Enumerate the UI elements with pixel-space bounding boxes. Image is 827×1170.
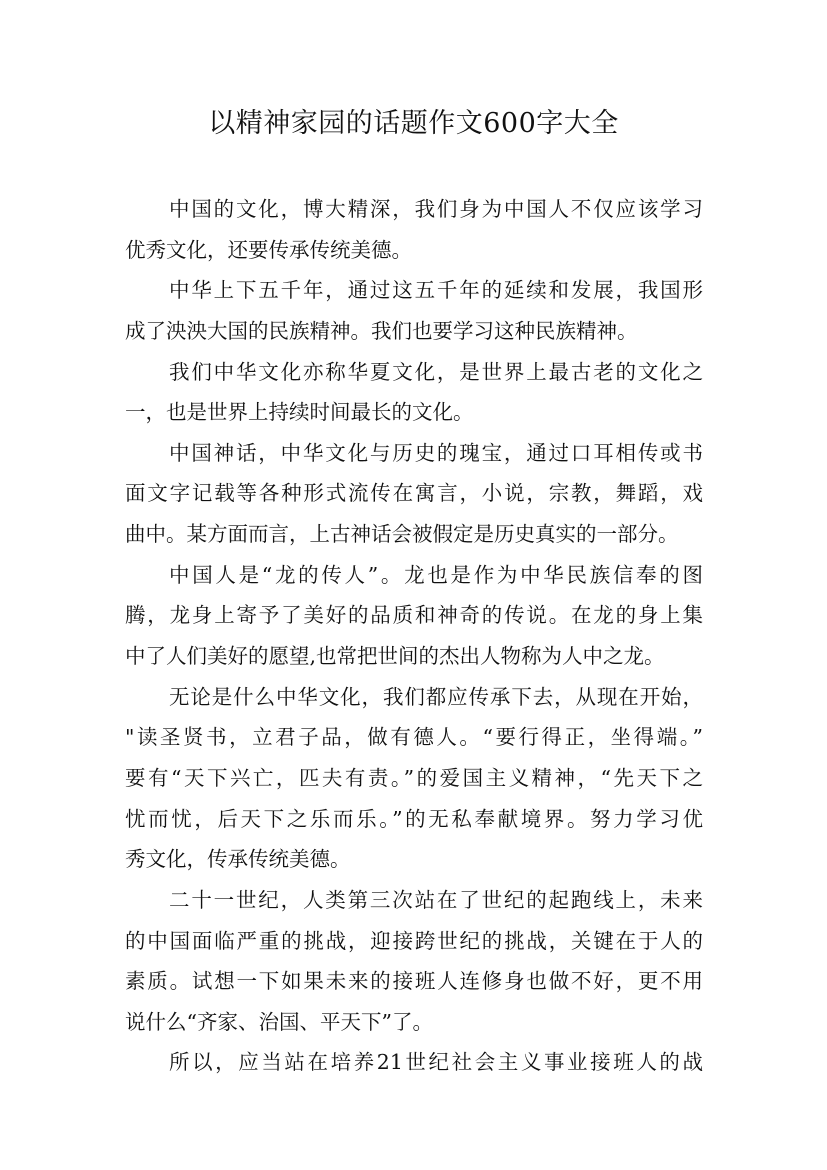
document-body bbox=[125, 189, 703, 1083]
paragraph-line: 说什么“齐家、治国、平天下”了。 bbox=[125, 1009, 433, 1034]
paragraph-first-line: 二十一世纪，人类第三次站在了世纪的起跑线上，未来 bbox=[169, 887, 703, 912]
paragraph-first-line: 中华上下五千年，通过这五千年的延续和发展，我国形 bbox=[169, 278, 703, 303]
paragraph-first-line: 中国人是“龙的传人”。龙也是作为中华民族信奉的图 bbox=[169, 562, 703, 587]
paragraph-line: 成了泱泱大国的民族精神。我们也要学习这种民族精神。 bbox=[125, 318, 638, 343]
paragraph-line: 的中国面临严重的挑战，迎接跨世纪的挑战，关键在于人的 bbox=[125, 928, 703, 953]
paragraph-first-line: 中国神话，中华文化与历史的瑰宝，通过口耳相传或书 bbox=[169, 440, 703, 465]
document-title: 以精神家园的话题作文600字大全 bbox=[208, 108, 619, 139]
paragraph-line: 素质。试想一下如果未来的接班人连修身也做不好，更不用 bbox=[125, 969, 703, 994]
paragraph-line: 秀文化，传承传统美德。 bbox=[125, 847, 351, 872]
paragraph-line: 忧而忧，后天下之乐而乐。”的无私奉献境界。努力学习优 bbox=[125, 806, 703, 831]
paragraph-first-line: 无论是什么中华文化，我们都应传承下去，从现在开始， bbox=[169, 684, 703, 709]
paragraph-line: 优秀文化，还要传承传统美德。 bbox=[125, 237, 412, 262]
paragraph-line: 腾，龙身上寄予了美好的品质和神奇的传说。在龙的身上集 bbox=[125, 603, 703, 628]
paragraph-first-line: 所以，应当站在培养21世纪社会主义事业接班人的战 bbox=[169, 1050, 703, 1075]
paragraph-line: 要有“天下兴亡，匹夫有责。”的爱国主义精神，“先天下之 bbox=[125, 765, 703, 790]
paragraph-line: "读圣贤书，立君子品，做有德人。“要行得正，坐得端。” bbox=[125, 725, 703, 750]
paragraph-first-line: 中国的文化，博大精深，我们身为中国人不仅应该学习 bbox=[169, 197, 703, 221]
paragraph-first-line: 我们中华文化亦称华夏文化，是世界上最古老的文化之 bbox=[169, 359, 703, 384]
paragraph-line: 曲中。某方面而言，上古神话会被假定是历史真实的一部分。 bbox=[125, 522, 679, 547]
paragraph-line: 面文字记载等各种形式流传在寓言，小说，宗教，舞蹈，戏 bbox=[125, 481, 703, 506]
paragraph-line: 中了人们美好的愿望,也常把世间的杰出人物称为人中之龙。 bbox=[125, 644, 665, 669]
paragraph-line: 一，也是世界上持续时间最长的文化。 bbox=[125, 400, 474, 425]
